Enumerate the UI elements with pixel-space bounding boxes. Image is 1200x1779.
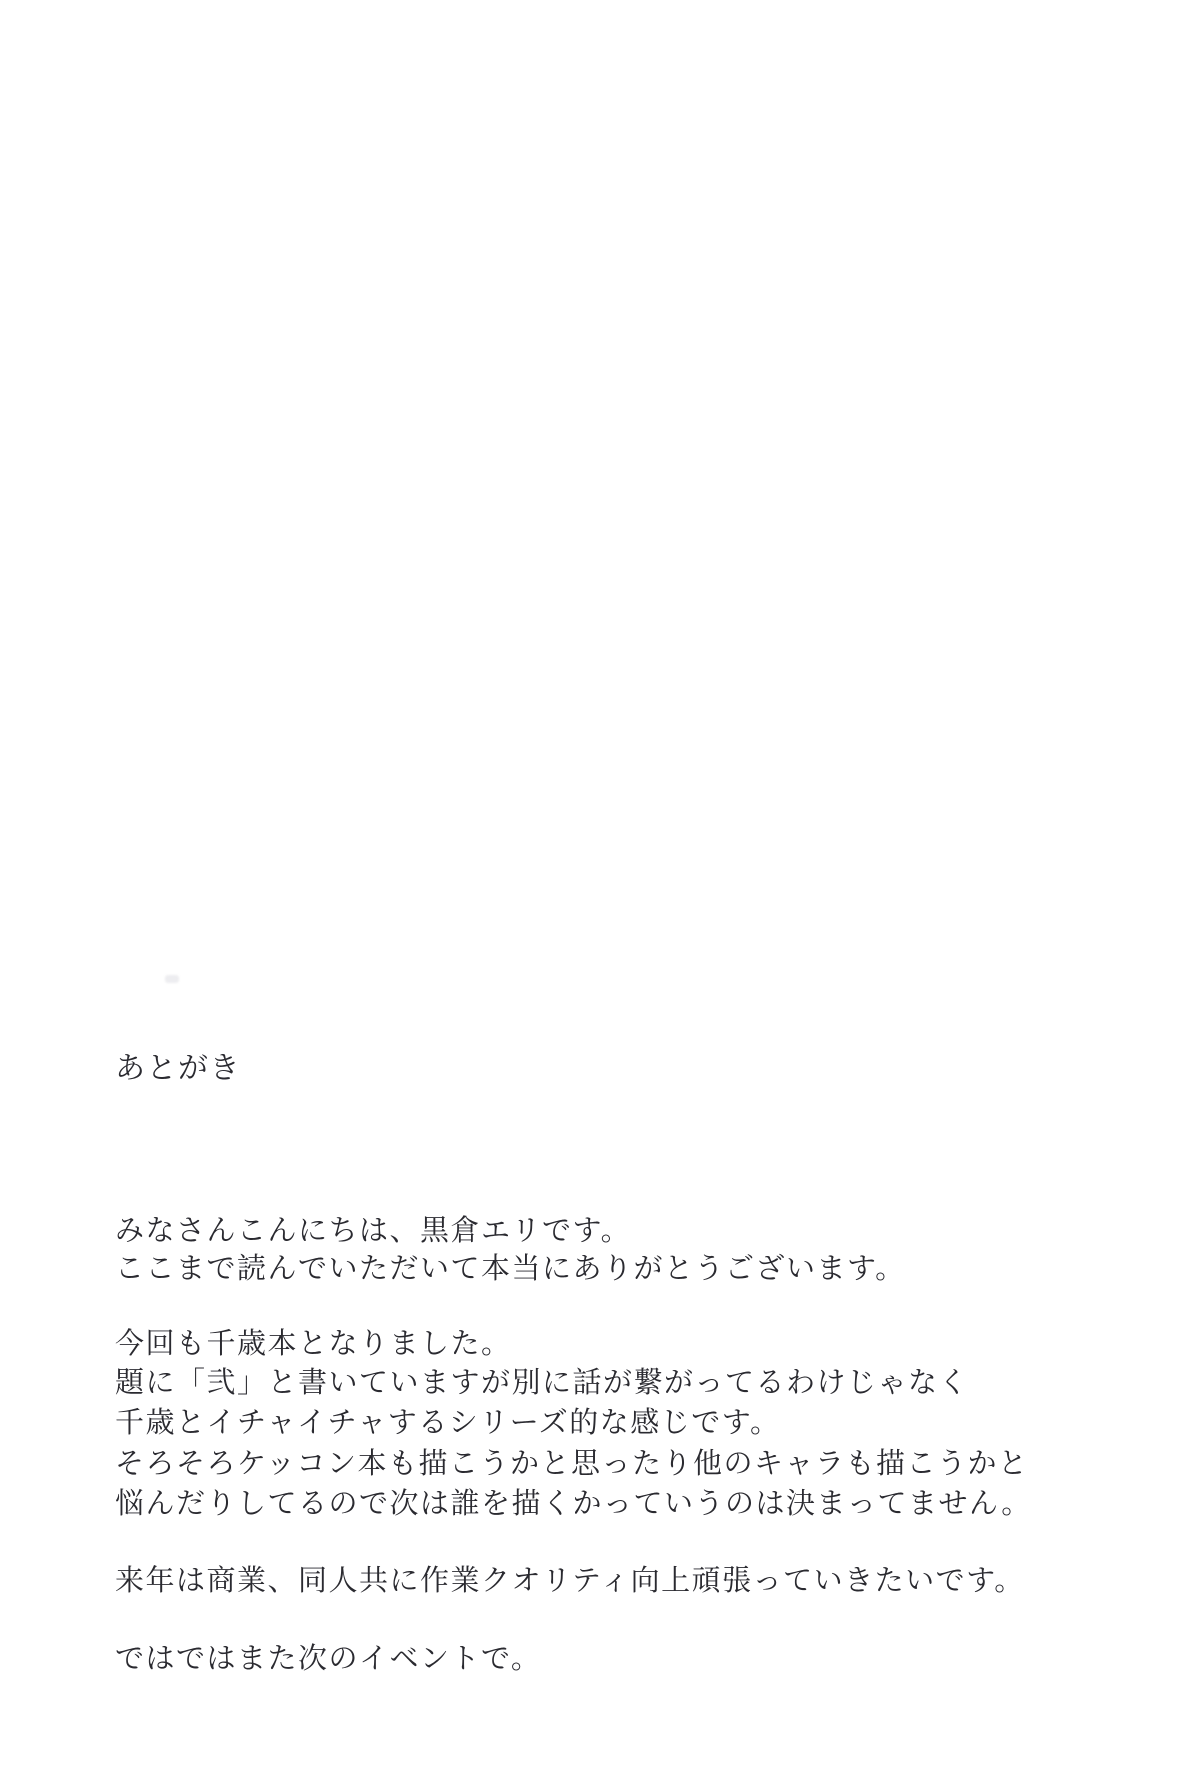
afterword-text-line: ここまで読んでいただいて本当にありがとうございます。	[115, 1253, 906, 1285]
scan-smudge-artifact	[165, 975, 179, 983]
afterword-heading: あとがき	[115, 1052, 241, 1085]
afterword-text-line: 今回も千歳本となりました。	[115, 1328, 512, 1360]
afterword-text-line: 悩んだりしてるので次は誰を描くかっていうのは決まってません。	[115, 1488, 1032, 1520]
afterword-text-line: ではではまた次のイベントで。	[115, 1643, 542, 1675]
afterword-text-line: そろそろケッコン本も描こうかと思ったり他のキャラも描こうかと	[115, 1448, 1029, 1480]
afterword-text-line: 題に「弐」と書いていますが別に話が繋がってるわけじゃなく	[115, 1367, 970, 1399]
afterword-text-line: みなさんこんにちは、黒倉エリです。	[115, 1215, 632, 1247]
afterword-text-line: 来年は商業、同人共に作業クオリティ向上頑張っていきたいです。	[115, 1565, 1025, 1597]
afterword-text-line: 千歳とイチャイチャするシリーズ的な感じです。	[115, 1407, 781, 1439]
